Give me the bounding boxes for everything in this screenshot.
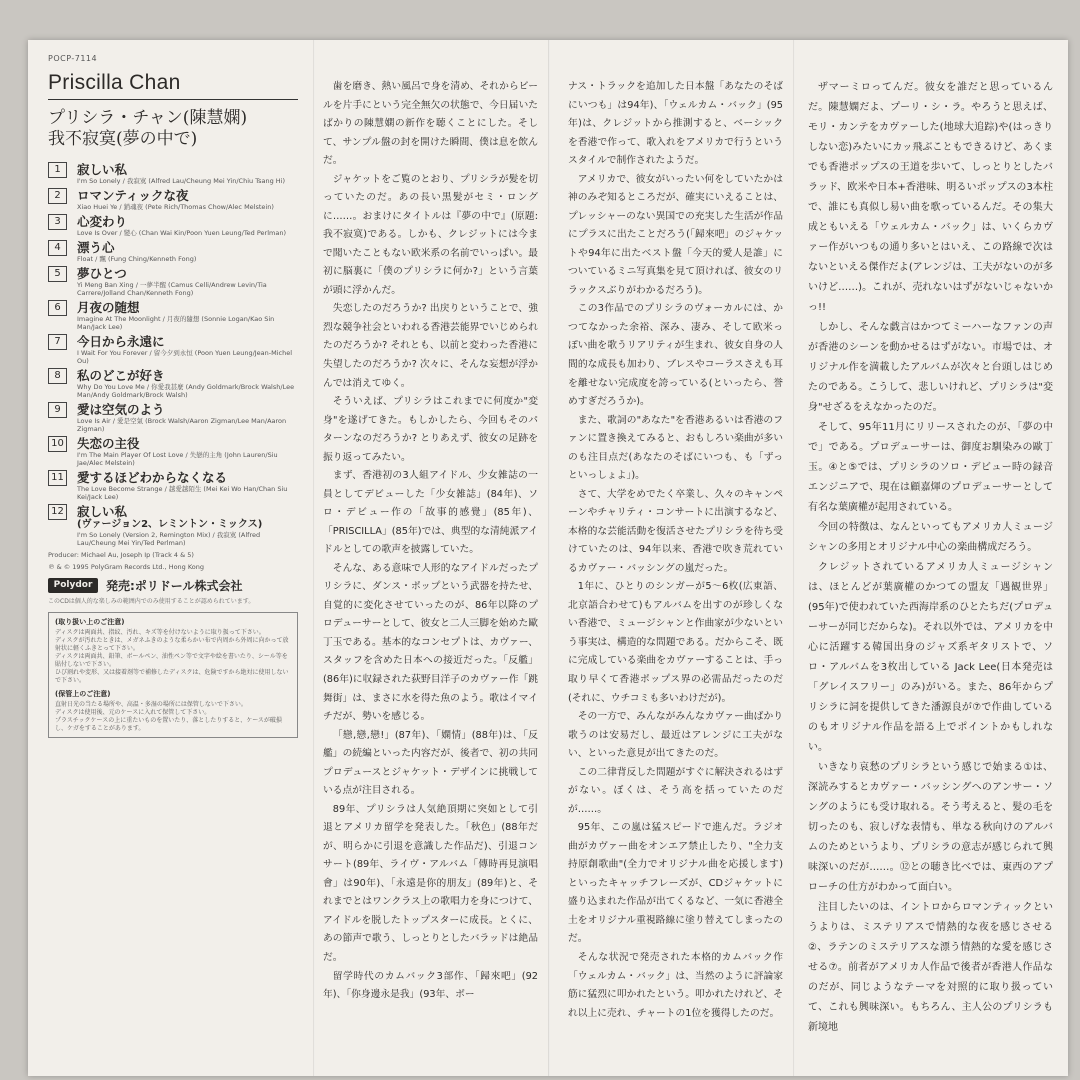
paragraph: 失恋したのだろうか? 出戻りということで、強烈な競争社会といわれる香港芸能界でいじめられたのだろうか? それとも、以前と変わった香港に失望したのだろうか? 次々に、そんな妄想が浮かんでは消えてゆく。 bbox=[323, 303, 538, 389]
track-number: 6 bbox=[48, 300, 67, 316]
track-title: 私のどこが好き bbox=[77, 368, 165, 383]
track-item bbox=[48, 504, 298, 547]
fold-line bbox=[548, 40, 550, 1076]
storage-note: 直射日光の当たる場所や、高温・多湿の場所には保管しないで下さい。 bbox=[55, 701, 247, 708]
track-credits: I'm The Main Player Of Lost Love / 失戀的主角 (John Lauren/Siu Jae/Alec Melstein) bbox=[77, 451, 278, 467]
paragraph: そんな状況で発売された本格的カムバック作「ウェルカム・バック」は、当然のように評論家筋に猛烈に叩かれたという。叩かれたけれど、それ以上に売れ、チャートの1位を獲得したのだ。 bbox=[568, 951, 783, 1019]
track-credits: Imagine At The Moonlight / 月夜的隨想 (Sonnie Logan/Kao Sin Man/Jack Lee) bbox=[77, 315, 275, 331]
track-title: 愛するほどわからなくなる bbox=[77, 470, 228, 485]
track-item bbox=[48, 334, 298, 365]
artist-name-en: Priscilla Chan bbox=[48, 71, 181, 94]
track-item bbox=[48, 266, 298, 297]
storage-note: ディスクは使用後、元のケースに入れて保管して下さい。 bbox=[55, 709, 211, 716]
tracklist-panel bbox=[48, 54, 298, 738]
track-number: 5 bbox=[48, 266, 67, 282]
handling-notes-heading: (取り扱い上のご注意) bbox=[55, 618, 125, 626]
paragraph: さて、大学をめでたく卒業し、久々のキャンペーンやチャリティ・コンサートに出演するなど、本格的な芸能活動を復活させたプリシラを待ち受けていたのは、94年以来、香港で吹き荒れているカヴァー・バッシングの嵐だった。 bbox=[568, 488, 783, 574]
paragraph: まず、香港初の3人組アイドル、少女雑誌の一員としてデビューした「少女雑誌」(84年)、ソロ・デビュー作の「故事的感覺」(85年)、「PRISCILLA」(85年)では、典型的な清純派アイドルとしての歌声を披露していた。 bbox=[323, 470, 538, 556]
track-item bbox=[48, 402, 298, 433]
copyright-line: ℗ & © 1995 PolyGram Records Ltd., Hong Kong bbox=[48, 563, 205, 571]
track-credits: I'm So Lonely / 我寂寞 (Alfred Lau/Cheung Mei Yin/Chiu Tsang Hi) bbox=[77, 177, 286, 185]
track-number: 2 bbox=[48, 188, 67, 204]
track-credits: Love Is Over / 變心 (Chan Wai Kin/Poon Yuen Leung/Ted Perlman) bbox=[77, 229, 287, 237]
paragraph: そんな、ある意味で人形的なアイドルだったプリシラに、ダンス・ポップという武器を持たせ、自覚的に変化させていったのが、86年以降のプロデューサーとして、彼女と二人三脚を始めた歐丁玉である。基本的なコンセプトは、カヴァー、スタッフを含めた日本への接近だった。「反艦」(86年)に収録された荻野目洋子のカヴァー作「跳舞街」は、まさに水を得た魚のよう。歌はイマイチだが、勢いを感じる。 bbox=[323, 562, 538, 723]
paragraph: 「戀,戀,戀!」(87年)、「嫻情」(88年)は、「反艦」の続編といった内容だが、後者で、初の共同プロデュースとジャケット・デザインに挑戦している点が注目される。 bbox=[323, 729, 538, 797]
track-number: 12 bbox=[48, 504, 67, 520]
label-name: 発売:ポリドール株式会社 bbox=[106, 579, 243, 593]
track-credits: I'm So Lonely (Version 2, Remington Mix) / 我寂寞 (Alfred Lau/Cheung Mei Yin/Ted Perlman) bbox=[77, 531, 261, 547]
paragraph: いきなり哀愁のプリシラという感じで始まる①は、深読みするとカヴァー・バッシングへのアンサー・ソングのようにも受け取れる。そう考えると、髪の毛を切ったのも、寂しげな表情も、単なる秋向けのアルバムのためというより、プリシラの意志が感じられて興味深いのだが……。⑫との聴き比べでは、東西のアプローチの仕方がわかって面白い。 bbox=[808, 762, 1053, 893]
track-title: 失恋の主役 bbox=[77, 436, 140, 451]
paragraph: 今回の特徴は、なんといってもアメリカ人ミュージシャンの多用とオリジナル中心の楽曲構成だろう。 bbox=[808, 522, 1053, 553]
track-item bbox=[48, 162, 298, 185]
track-credits: The Love Become Strange / 越愛越陌生 (Mei Kei Wo Han/Chan Siu Kei/Jack Lee) bbox=[77, 485, 288, 501]
paragraph: 95年、この嵐は猛スピードで進んだ。ラジオ曲がカヴァー曲をオンエア禁止したり、"全力支持原創歌曲"(全力でオリジナル曲を応援します)といったキャッチフレーズが、CDジャケットに盛り込まれた作品が出てくるなど、一気に香港全土をオリジナル重視路線に塗り替えてしまったのだ。 bbox=[568, 822, 783, 945]
liner-notes-column-2 bbox=[568, 78, 783, 1023]
track-title: 愛は空気のよう bbox=[77, 402, 165, 417]
paragraph: 注目したいのは、イントロからロマンティックというよりは、ミステリアスで情熱的な夜を感じさせる②、ラテンのミステリアスな漂う情熱的な愛を感じさせる⑦。前者がアメリカ人作品で後者が香港人作品なのだが、同じようなテーマを対照的に取り扱っていて、これも興味深い。もちろん、主人公のプリシラも新境地 bbox=[808, 902, 1053, 1033]
paragraph: クレジットされているアメリカ人ミュージシャンは、ほとんどが葉廣權のかつての盟友「遇観世界」(95年)で使われていた西海岸系のひとたちだ(プロデューサーが同じだからな)。それ以外では、アメリカを中心に活躍する韓国出身のジャズ系ギタリストで、ソロ・アルバムを3枚出している Jack Lee(日本発売は「グレイスフリー」のみ)がいる。また、86年からプリシラに詞を提供してきた潘源良が⑦で作曲しているのもオリジナル作品を語る上でポイントかもしれない。 bbox=[808, 562, 1053, 753]
paragraph: また、歌詞の"あなた"を香港あるいは香港のファンに置き換えてみると、おもしろい楽曲が多いのも注目点だ(あなたのそばにいつも、も「ずっといっしょよ」)。 bbox=[568, 414, 783, 482]
handling-note: ディスクが汚れたときは、メガネふきのような柔らかい布で内周から外周に向かって放射状に軽くふきとって下さい。 bbox=[55, 637, 289, 652]
liner-notes-sheet bbox=[28, 40, 1068, 1076]
track-number: 7 bbox=[48, 334, 67, 350]
album-title: 我不寂寞(夢の中で) bbox=[48, 129, 198, 149]
handling-notes-box bbox=[48, 612, 298, 738]
track-number: 3 bbox=[48, 214, 67, 230]
paragraph: そして、95年11月にリリースされたのが、「夢の中で」である。プロデューサーは、御度お馴染みの歐丁玉。④と⑤では、プリシラのソロ・デビュー時の録音エンジニアで、現在は顧嘉煇のプロデューサーとして有名な葉廣權が起用されている。 bbox=[808, 422, 1053, 513]
fine-print: このCDは個人的な楽しみの範囲内でのみ使用することが認められています。 bbox=[48, 598, 255, 605]
paragraph: 1年に、ひとりのシンガーが5〜6枚(広東語、北京語合わせて)もアルバムを出すのが珍しくない香港で、ミュージシャンと作曲家が少ないという事実は、構造的な問題である。だからこそ、既に完成している楽曲をカヴァーすることは、手っ取り早くて香港ポップス界の必需品だったのだ(それに、ウチコミも多いわけだが)。 bbox=[568, 581, 783, 704]
track-title: 寂しい私 bbox=[77, 504, 128, 519]
handling-note: ひび割れや変形、又は接着剤等で補修したディスクは、危険ですから絶対に使用しないで下さい。 bbox=[55, 669, 289, 684]
divider bbox=[48, 99, 298, 100]
storage-notes-heading: (保管上のご注意) bbox=[55, 690, 111, 698]
paragraph: アメリカで、彼女がいったい何をしていたかは神のみぞ知るところだが、確実にいえることは、プレッシャーのない異国での充実した生活が作品にプラスに出たことだろう(「歸來吧」のジャケットや94年に出たベスト盤「今天的愛人是誰」についているミニ写真集を見て頂ければ、彼女のリラックスぶりがわかるだろう)。 bbox=[568, 173, 783, 296]
handling-note: ディスクは両面共、指紋、汚れ、キズ等を付けないように取り扱って下さい。 bbox=[55, 629, 265, 636]
liner-notes-column-3 bbox=[808, 78, 1053, 1038]
paragraph: ナス・トラックを追加した日本盤「あなたのそばにいつも」は94年)、「ウェルカム・バック」(95年)は、クレジットから推測すると、ベーシックを香港で作って、歌入れをアメリカで行うというスタイルで制作されたようだ。 bbox=[568, 81, 783, 167]
track-credits: Xiao Huei Ye / 銷魂夜 (Pete Rich/Thomas Chow/Alec Melstein) bbox=[77, 203, 274, 211]
track-item bbox=[48, 214, 298, 237]
catalog-code: POCP-7114 bbox=[48, 54, 98, 63]
track-title: 寂しい私 bbox=[77, 162, 128, 177]
track-credits: Yi Meng Ban Xing / 一夢半醒 (Camus Celli/Andrew Levin/Tia Carrere/Jolland Chan/Kenneth Fong) bbox=[77, 281, 267, 297]
track-title: 今日から永遠に bbox=[77, 334, 165, 349]
handling-note: ディスクは両面共、鉛筆、ボールペン、油性ペン等で文字や絵を書いたり、シール等を貼付しないで下さい。 bbox=[55, 653, 288, 668]
track-subtitle: (ヴァージョン2、レミントン・ミックス) bbox=[77, 519, 263, 530]
paragraph: そういえば、プリシラはこれまでに何度か"変身"を遂げてきた。もしかしたら、今回もそのパターンなのだろうか? とりあえず、彼女の足跡を振り返ってみたい。 bbox=[323, 396, 538, 463]
paragraph: その一方で、みんながみんなカヴァー曲ばかり歌うのは安易だし、最近はアレンジに工夫がない、といった意見が出てきたのだ。 bbox=[568, 711, 783, 760]
track-list bbox=[48, 162, 298, 547]
track-title: 月夜の随想 bbox=[77, 300, 140, 315]
track-credits: I Wait For You Forever / 留今夕到永恒 (Poon Yuen Leung/Jean-Michel Ou) bbox=[77, 349, 293, 365]
paragraph: この3作品でのプリシラのヴォーカルには、かつてなかった余裕、深み、凄み、そして欧米っぽい曲を歌うリアリティが生まれ、彼女自身の人間的な成長も加わり、ブレスやコーラスさえも耳を離せない完成度を誇っている(といったら、誉めすぎだろうか)。 bbox=[568, 303, 783, 408]
track-item bbox=[48, 470, 298, 501]
track-number: 4 bbox=[48, 240, 67, 256]
track-title: 夢ひとつ bbox=[77, 266, 127, 281]
track-item bbox=[48, 188, 298, 211]
paragraph: ジャケットをご覧のとおり、プリシラが髪を切っていたのだ。あの長い黒髪がセミ・ロングに……。おまけにタイトルは『夢の中で』(原題:我不寂寞)である。しかも、クレジットには今まで聞いたこともない欧米系の名前でいっぱい。最初に脳裏に「僕のプリシラに何か?」という言葉が頭に浮かんだ。 bbox=[323, 173, 538, 296]
track-item bbox=[48, 300, 298, 331]
paragraph: 89年、プリシラは人気絶頂期に突如として引退とアメリカ留学を発表した。「秋色」(88年だが、明らかに引退を意識した作品だ)、引退コンサート(89年、ライヴ・アルバム「傳時再見演唱會」は90年)、「永遠是你的朋友」(89年)と、それまでとはワンクラス上の歌唱力を身につけて、アイドルを脱したトップスターに成長。とくに、あの節声で歌う、しっとりとしたバラッドは絶品だ。 bbox=[323, 803, 538, 963]
paragraph: この二律背反した問題がすぐに解決されるはずがない。ぼくは、そう高を括っていたのだが……。 bbox=[568, 766, 783, 815]
producer-credit: Producer: Michael Au, Joseph Ip (Track 4 & 5) bbox=[48, 551, 194, 559]
storage-note: プラスチックケースの上に重たいものを置いたり、落としたりすると、ケースが破損し、ケガをすることがあります。 bbox=[55, 717, 282, 732]
label-row bbox=[48, 577, 298, 594]
track-credits: Float / 飄 (Fung Ching/Kenneth Fong) bbox=[77, 255, 197, 263]
track-number: 1 bbox=[48, 162, 67, 178]
track-credits: Why Do You Love Me / 你愛我甚麼 (Andy Goldmark/Brock Walsh/Lee Man/Andy Goldmark/Brock Walsh) bbox=[77, 383, 295, 399]
artist-name-ja: プリシラ・チャン(陳慧嫻) bbox=[48, 108, 248, 128]
track-credits: Love Is Air / 愛是空氣 (Brock Walsh/Aaron Zigman/Lee Man/Aaron Zigman) bbox=[77, 417, 287, 433]
fold-line bbox=[313, 40, 315, 1076]
track-number: 11 bbox=[48, 470, 67, 486]
track-title: 漂う心 bbox=[77, 240, 115, 255]
track-title: 心変わり bbox=[77, 214, 128, 229]
paragraph: 留学時代のカムバック3部作、「歸來吧」(92年)、「你身邊永是我」(93年、ボー bbox=[323, 970, 538, 1001]
track-title: ロマンティックな夜 bbox=[77, 188, 189, 203]
track-item bbox=[48, 368, 298, 399]
fold-line bbox=[793, 40, 795, 1076]
paragraph: ザマーミロってんだ。彼女を誰だと思っているんだ。陳慧嫻だよ、プーリ・シ・ラ。やろうと思えば、モリ・カンテをカヴァーした(地球大追踪)や(はっきりしない恋)みたいにカッ飛ぶこともできるけど、あくまでも香港ポップスの王道を歩いて、しっとりとしたバラッド、欧米や日本+香港味、明るいポップスの3本柱で、誰にも真似し易い曲を歌っているんだ。その集大成ともいえる「ウェルカム・バック」は、いくらカヴァー作がいつもの通り多いとはいえ、この路線で次はないといえる傑作だよ(アレンジは、工夫がないのが多いけど……)。これが、売れないはずがないじゃないかっ!! bbox=[808, 82, 1053, 313]
track-number: 10 bbox=[48, 436, 67, 452]
track-number: 8 bbox=[48, 368, 67, 384]
paragraph: 歯を磨き、熱い風呂で身を清め、それからビールを片手にという完全無欠の状態で、今日届いたばかりの陳慧嫻の新作を聴くことにした。そして、サンプル盤の封を開けた瞬間、僕は息を飲んだ。 bbox=[323, 81, 538, 167]
paragraph: しかし、そんな戯言はかつてミーハーなファンの声が香港のシーンを動かせるはずがない。市場では、オリジナル作を満載したアルバムが次々と台頭しはじめたのである。こうして、悲しいけれど、プリシラは"変身"せざるをえなかったのだ。 bbox=[808, 322, 1053, 413]
track-item bbox=[48, 240, 298, 263]
liner-notes-column-1 bbox=[323, 78, 538, 1005]
track-item bbox=[48, 436, 298, 467]
polydor-logo: Polydor bbox=[48, 578, 98, 593]
track-number: 9 bbox=[48, 402, 67, 418]
